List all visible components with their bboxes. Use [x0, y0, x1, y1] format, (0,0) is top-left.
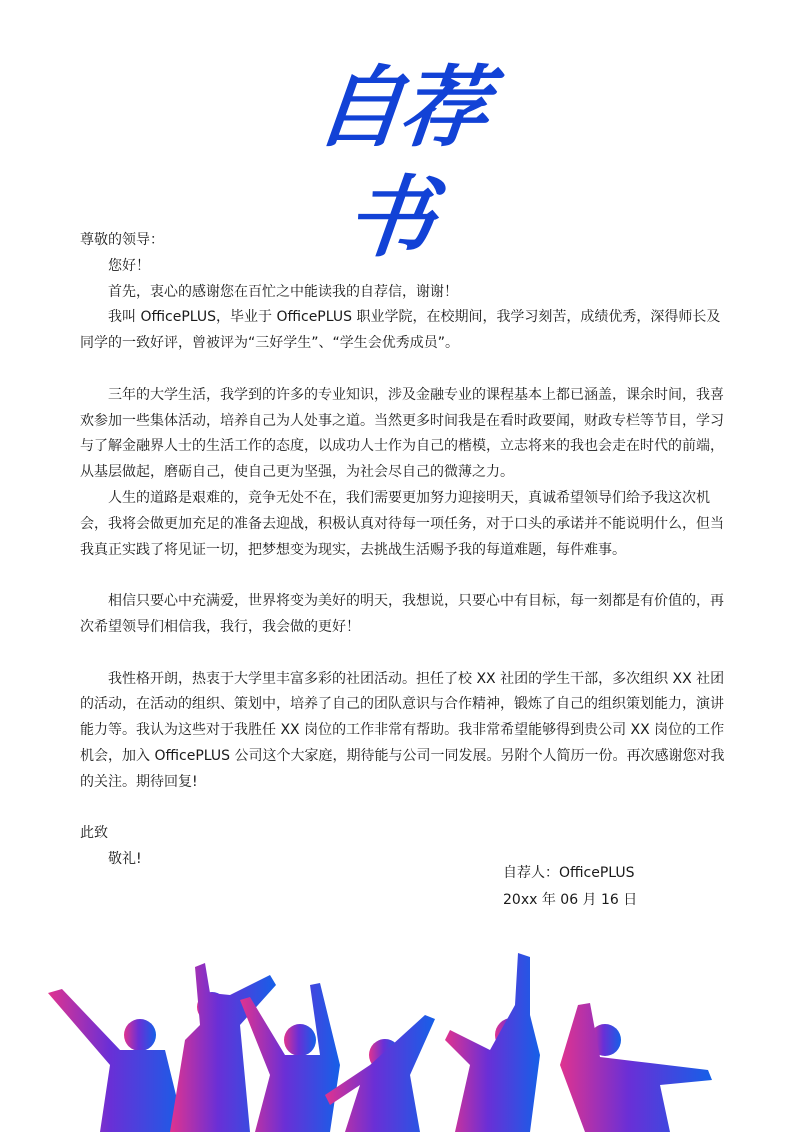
- paragraph-2: 我叫 OfficePLUS，毕业于 OfficePLUS 职业学院，在校期间，我学习刻苦，成绩优秀，深得师长及同学的一致好评，曾被评为“三好学生”、“学生会优秀成员”。: [80, 309, 721, 352]
- dancing-people-illustration: [0, 945, 800, 1132]
- person-head: [124, 1019, 156, 1051]
- person-body: [560, 1003, 712, 1132]
- letter-date: 20xx 年 06 月 16 日: [503, 892, 638, 908]
- person-body: [240, 983, 340, 1132]
- spacer: [80, 563, 726, 589]
- spacer: [80, 641, 726, 667]
- person-body: [445, 953, 540, 1132]
- paragraph-1: 首先，衷心的感谢您在百忙之中能读我的自荐信，谢谢！: [108, 283, 458, 300]
- person-body: [325, 1015, 435, 1132]
- signer-name: 自荐人：OfficePLUS: [503, 865, 635, 881]
- silhouettes: [48, 953, 712, 1132]
- person-body: [48, 989, 185, 1132]
- spacer: [80, 357, 726, 383]
- closing-line-2: 敬礼!: [108, 851, 142, 868]
- signature-block: [503, 860, 637, 914]
- spacer: [80, 796, 726, 822]
- letter-body: [80, 228, 726, 873]
- greeting: 您好！: [108, 257, 150, 274]
- paragraph-5: 相信只要心中充满爱，世界将变为美好的明天，我想说，只要心中有目标，每一刻都是有价值的，再次希望领导们相信我，我行，我会做的更好！: [80, 593, 724, 635]
- paragraph-3: 三年的大学生活，我学到的许多的专业知识，涉及金融专业的课程基本上都已涵盖，课余时间，我喜欢参加一些集体活动，培养自己为人处事之道。当然更多时间我是在看时政要闻，财政专栏等节目，学习与了解金融界人士的生活工作的态度，以成功人士作为自己的楷模，立志将来的我也会走在时代的前端，从基层做起，磨砺自己，使自己更为坚强，为社会尽自己的微薄之力。: [80, 386, 724, 481]
- page-title: 自荐书: [310, 55, 490, 269]
- paragraph-4: 人生的道路是艰难的，竞争无处不在，我们需要更加努力迎接明天，真诚希望领导们给予我这次机会，我将会做更加充足的准备去迎战，积极认真对待每一项任务，对于口头的承诺并不能说明什么，但当我真正实践了将见证一切，把梦想变为现实，去挑战生活赐予我的每道难题，每件难事。: [80, 489, 724, 558]
- person-head: [284, 1024, 316, 1056]
- salutation: 尊敬的领导：: [80, 232, 164, 248]
- paragraph-6: 我性格开朗，热衷于大学里丰富多彩的社团活动。担任了校 XX 社团的学生干部，多次组织 XX 社团的活动，在活动的组织、策划中，培养了自己的团队意识与合作精神，锻炼了自己的组织策划能力，演讲能力等。我认为这些对于我胜任 XX 岗位的工作非常有帮助。我非常希望能够得到贵公司 XX 岗位的工作机会，加入 OfficePLUS 公司这个大家庭，期待能与公司一同发展。另附个人简历一份。再次感谢您对我的关注。期待回复!: [80, 670, 725, 790]
- closing-line-1: 此致: [80, 825, 108, 842]
